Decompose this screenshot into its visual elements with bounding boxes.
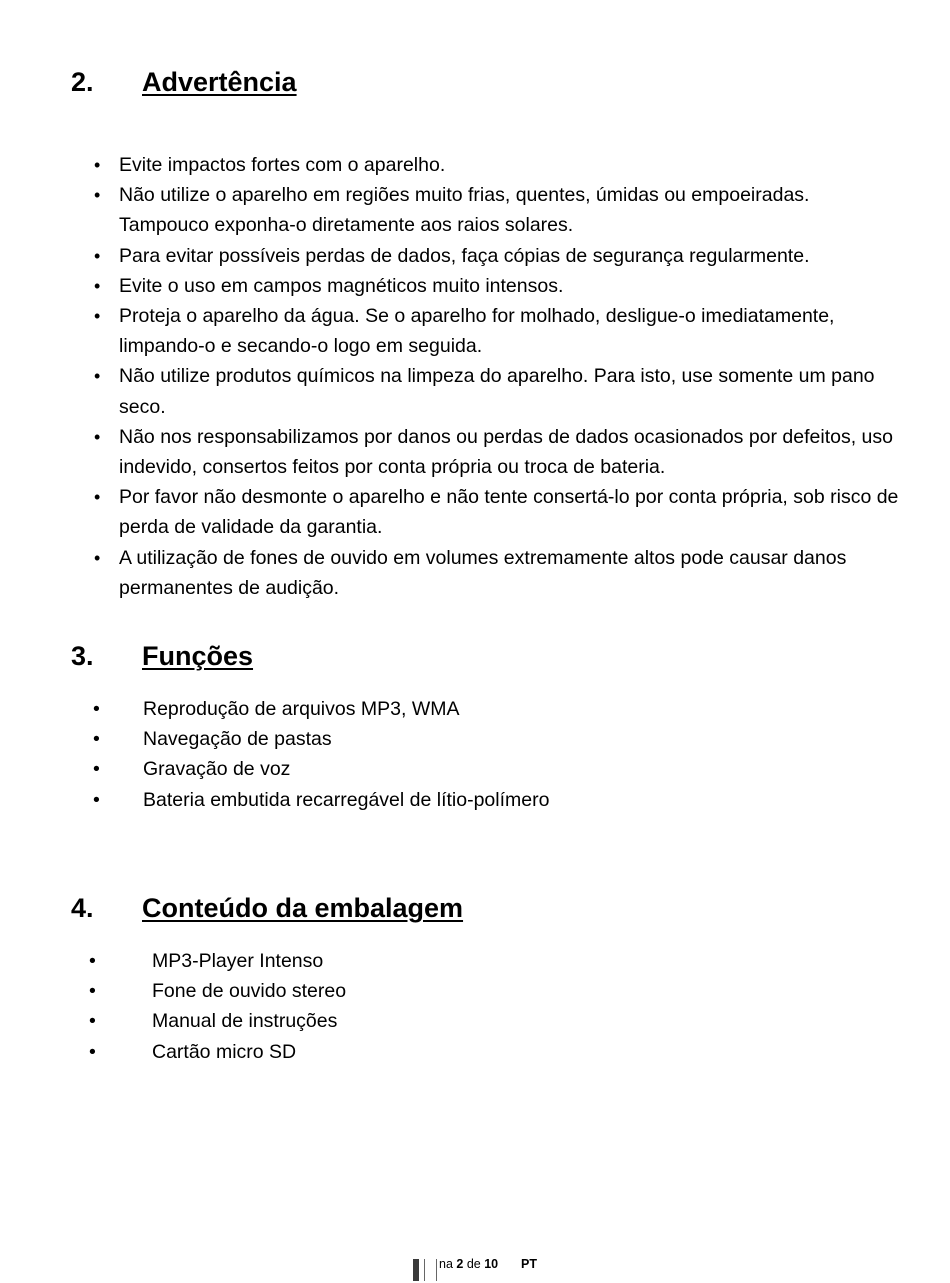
functions-list [0,694,549,815]
warning-list [0,150,900,603]
section-title: Conteúdo da embalagem [142,893,464,923]
list-item-text: Navegação de pastas [143,728,332,751]
page-of: de [466,1257,481,1271]
section-number: 2. [71,67,94,97]
bullet-icon: • [94,547,101,568]
bullet-icon: • [94,426,101,447]
list-item-text: Não utilize produtos químicos na limpeza do aparelho. Para isto, use somente um pano seco. [119,365,875,418]
bullet-icon: • [94,487,101,508]
list-item-text: Gravação de voz [143,758,291,781]
list-item [0,422,900,482]
list-item [0,180,900,240]
footer-divider [436,1259,437,1281]
section-title: Advertência [142,67,297,97]
section-number: 4. [71,893,94,923]
list-item-text: Por favor não desmonte o aparelho e não tente consertá-lo por conta própria, sob risco de perda de validade da garantia. [119,486,899,539]
footer-divider [424,1259,425,1281]
bullet-icon: • [89,1010,96,1033]
list-item [0,785,549,815]
bullet-icon: • [93,758,100,781]
bullet-icon: • [93,698,100,720]
page-current: 2 [456,1257,464,1271]
list-item [0,361,900,421]
list-item-text: A utilização de fones de ouvido em volumes extremamente altos pode causar danos permanentes de audição. [119,546,847,599]
list-item-text: Bateria embutida recarregável de lítio-polímero [143,788,550,811]
section-title: Funções [142,641,254,671]
bullet-icon: • [89,980,96,1003]
list-item-text: Evite o uso em campos magnéticos muito intensos. [119,274,564,297]
list-item-text: Proteja o aparelho da água. Se o aparelho for molhado, desligue-o imediatamente, limpando-o e secando-o logo em seguida. [119,305,835,358]
list-item [0,150,900,180]
list-item [0,1006,346,1036]
bullet-icon: • [94,366,101,387]
list-item [0,271,900,301]
list-item-text: Para evitar possíveis perdas de dados, faça cópias de segurança regularmente. [119,244,810,267]
list-item [0,1037,346,1067]
list-item-text: Reprodução de arquivos MP3, WMA [143,698,460,720]
list-item [0,301,900,361]
bullet-icon: • [94,275,101,296]
section-number: 3. [71,641,94,671]
list-item [0,976,346,1006]
list-item [0,724,549,754]
footer-bar-icon [413,1259,419,1281]
list-item [0,946,346,976]
list-item-text: Não nos responsabilizamos por danos ou perdas de dados ocasionados por defeitos, uso indevido, consertos feitos por conta própria ou troca de bateria. [119,425,894,479]
list-item [0,754,549,784]
language-code: PT [521,1257,537,1271]
list-item-text: Fone de ouvido stereo [152,980,347,1003]
list-item-text: MP3-Player Intenso [152,950,324,972]
bullet-icon: • [94,306,101,327]
list-item-text: Não utilize o aparelho em regiões muito frias, quentes, úmidas ou empoeiradas. Tampouco exponha-o diretamente aos raios solares. [119,184,810,237]
bullet-icon: • [94,155,101,175]
bullet-icon: • [94,185,101,206]
page-total: 10 [484,1257,499,1271]
bullet-icon: • [93,788,100,811]
page-prefix: na [439,1257,453,1271]
list-item-text: Cartão micro SD [152,1040,297,1063]
bullet-icon: • [89,1040,96,1063]
package-contents-list [0,946,346,1067]
list-item [0,482,900,542]
list-item-text: Evite impactos fortes com o aparelho. [119,154,446,176]
bullet-icon: • [93,728,100,751]
list-item [0,543,900,603]
bullet-icon: • [94,245,101,266]
list-item [0,694,549,724]
list-item-text: Manual de instruções [152,1010,338,1033]
page-number [439,1257,498,1271]
list-item [0,241,900,271]
bullet-icon: • [89,950,96,972]
